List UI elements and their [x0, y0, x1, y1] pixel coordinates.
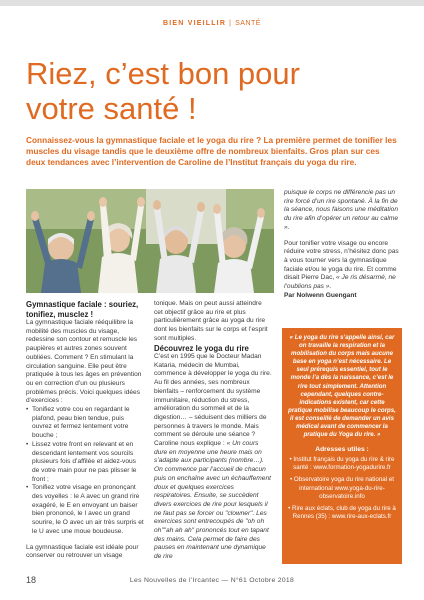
- section-rubric: [0, 20, 424, 27]
- magazine-info: Les Nouvelles de l’Ircantec — N°61 Octobre 2018: [129, 577, 295, 584]
- info-box-quote: « Le yoga du rire s’appelle ainsi, car on travaille la respiration et la mobilisation du corps mais aucune base en yoga n’est nécessaire. Le seul prérequis essentiel, tout le monde l’a dès la naissance, c’est le rire tout simplement. Attention cependant, quelques contre-indications existent, car cette pratique mobilise beaucoup le corps, il est conseillé de demander un avis médical avant de commencer la pratique du Yoga du rire. »: [288, 334, 396, 439]
- page-number: 18: [26, 575, 37, 585]
- subhead-yoga: Découvrez le yoga du rire: [154, 343, 249, 353]
- list-item: • Lissez votre front en relevant et en descendant lentement vos sourcils plusieurs fois d’affilée et aidez-vous de votre main pour ne pas plisser le front ;: [26, 441, 144, 485]
- column-1: [26, 300, 144, 561]
- page-title: Riez, c’est bon pour votre santé !: [26, 56, 300, 126]
- exercise-list: [26, 406, 144, 537]
- info-box: [282, 328, 402, 564]
- page-footer: [0, 575, 424, 593]
- conclusion-paragraph: [284, 240, 402, 292]
- conclusion-text: Pour tonifier votre visage ou encore réduire votre stress, n’hésitez donc pas à vous tourner vers la gymnastique faciale et/ou le yoga du rire. Et comme disait Pierre Dac,: [284, 239, 399, 282]
- info-box-title: Adresses utiles :: [315, 446, 369, 454]
- paragraph-continuation: tonique. Mais on peut aussi atteindre cet objectif grâce au rire et plus particulièrement grâce au yoga du rire dont les bienfaits sur le corps et l’esprit sont multiples.: [154, 300, 268, 342]
- paragraph-yoga: [154, 353, 272, 562]
- rubric-separator: |: [229, 20, 233, 27]
- caroline-quote: « Un cours dure en moyenne une heure mais on s’adapte aux participants (nombre…). On commence par l’accueil de chacun puis on enchaîne avec un échauffement doux et quelques exercices respiratoires. Ensuite, se succèdent divers exercices de rire pour lesquels il ne faut pas se forcer ou "clowner". Les exercices sont entrecoupés de "oh oh oh""ah ah ah" prononcés tout en tapant des mains. Cela permet de faire des pauses en maintenant une dynamique de rire: [154, 440, 271, 561]
- column-2: [154, 300, 272, 562]
- paragraph-yoga-text: C’est en 1995 que le Docteur Madan Kataria, médecin de Mumbai, commence à développer le yoga du rire. Au fil des années, ses nombreux bienfaits – renforcement du système immunitaire, réduction du stress, amélioration du sommeil et de la digestion… – séduisent des milliers de personnes à travers le monde. Mais comment se déroule une séance ? Caroline nous explique :: [154, 353, 272, 448]
- address-item: • Rire aux éclats, club de yoga du rire à Rennes (35) : www.rire-aux-eclats.fr: [288, 504, 396, 520]
- article-author: Par Nolwenn Guengant: [284, 291, 357, 299]
- column-3: [284, 189, 402, 300]
- paragraph-gymnastique-end: La gymnastique faciale est idéale pour conserver ou retrouver un visage: [26, 543, 139, 560]
- caroline-quote-end: puisque le corps ne différencie pas un rire forcé d’un rire spontané. À la fin de la séance, nous faisons une méditation du rire afin d’opérer un retour au calme ».: [284, 189, 398, 231]
- intro-paragraph: Connaissez-vous la gymnastique faciale et le yoga du rire ? La première permet de tonifier les muscles du visage tandis que le deuxième offre de nombreux bienfaits. Gros plan sur ces deux tendances avec l’intervention de Caroline de l’Institut français du yoga du rire.: [26, 135, 397, 168]
- top-bar: [0, 0, 424, 6]
- address-item: • Institut français du yoga du rire & rire santé : www.formation-yogadurire.fr: [289, 456, 395, 472]
- list-item: • Tonifiez votre cou en regardant le plafond, peau bien tendue, puis ouvrez et fermez lentement votre bouche ;: [26, 406, 144, 441]
- rubric-category: BIEN VIEILLIR: [163, 20, 227, 27]
- address-item: • Observatoire yoga du rire national et international www.yoga-du-rire-observatoire.info: [290, 476, 394, 500]
- rubric-subcategory: SANTÉ: [235, 20, 261, 27]
- pierre-dac-quote: « Je ris désarmé, ne l’oublions pas ».: [284, 274, 396, 291]
- list-item: • Tonifiez votre visage en prononçant des voyelles : le A avec un grand rire exagéré, le E en envoyant un baiser bien prononcé, le I avec un grand sourire, le O avec un air très surpris et le U avec une moue boudeuse.: [26, 484, 144, 536]
- subhead-gymnastique: Gymnastique faciale : souriez, tonifiez, musclez !: [26, 300, 139, 319]
- seniors-laughing-photo: [26, 189, 274, 293]
- paragraph-gymnastique: La gymnastique faciale rééquilibre la mobilité des muscles du visage, redessine son contour et remuscle les paupières et autres zones souvent oubliées. Comment ? En stimulant la circulation sanguine. Elle peut être pratiquée à tous les âges en prévention ou en correction d’un ou plusieurs problèmes précis. Voici quelques idées d’exercices :: [26, 319, 142, 405]
